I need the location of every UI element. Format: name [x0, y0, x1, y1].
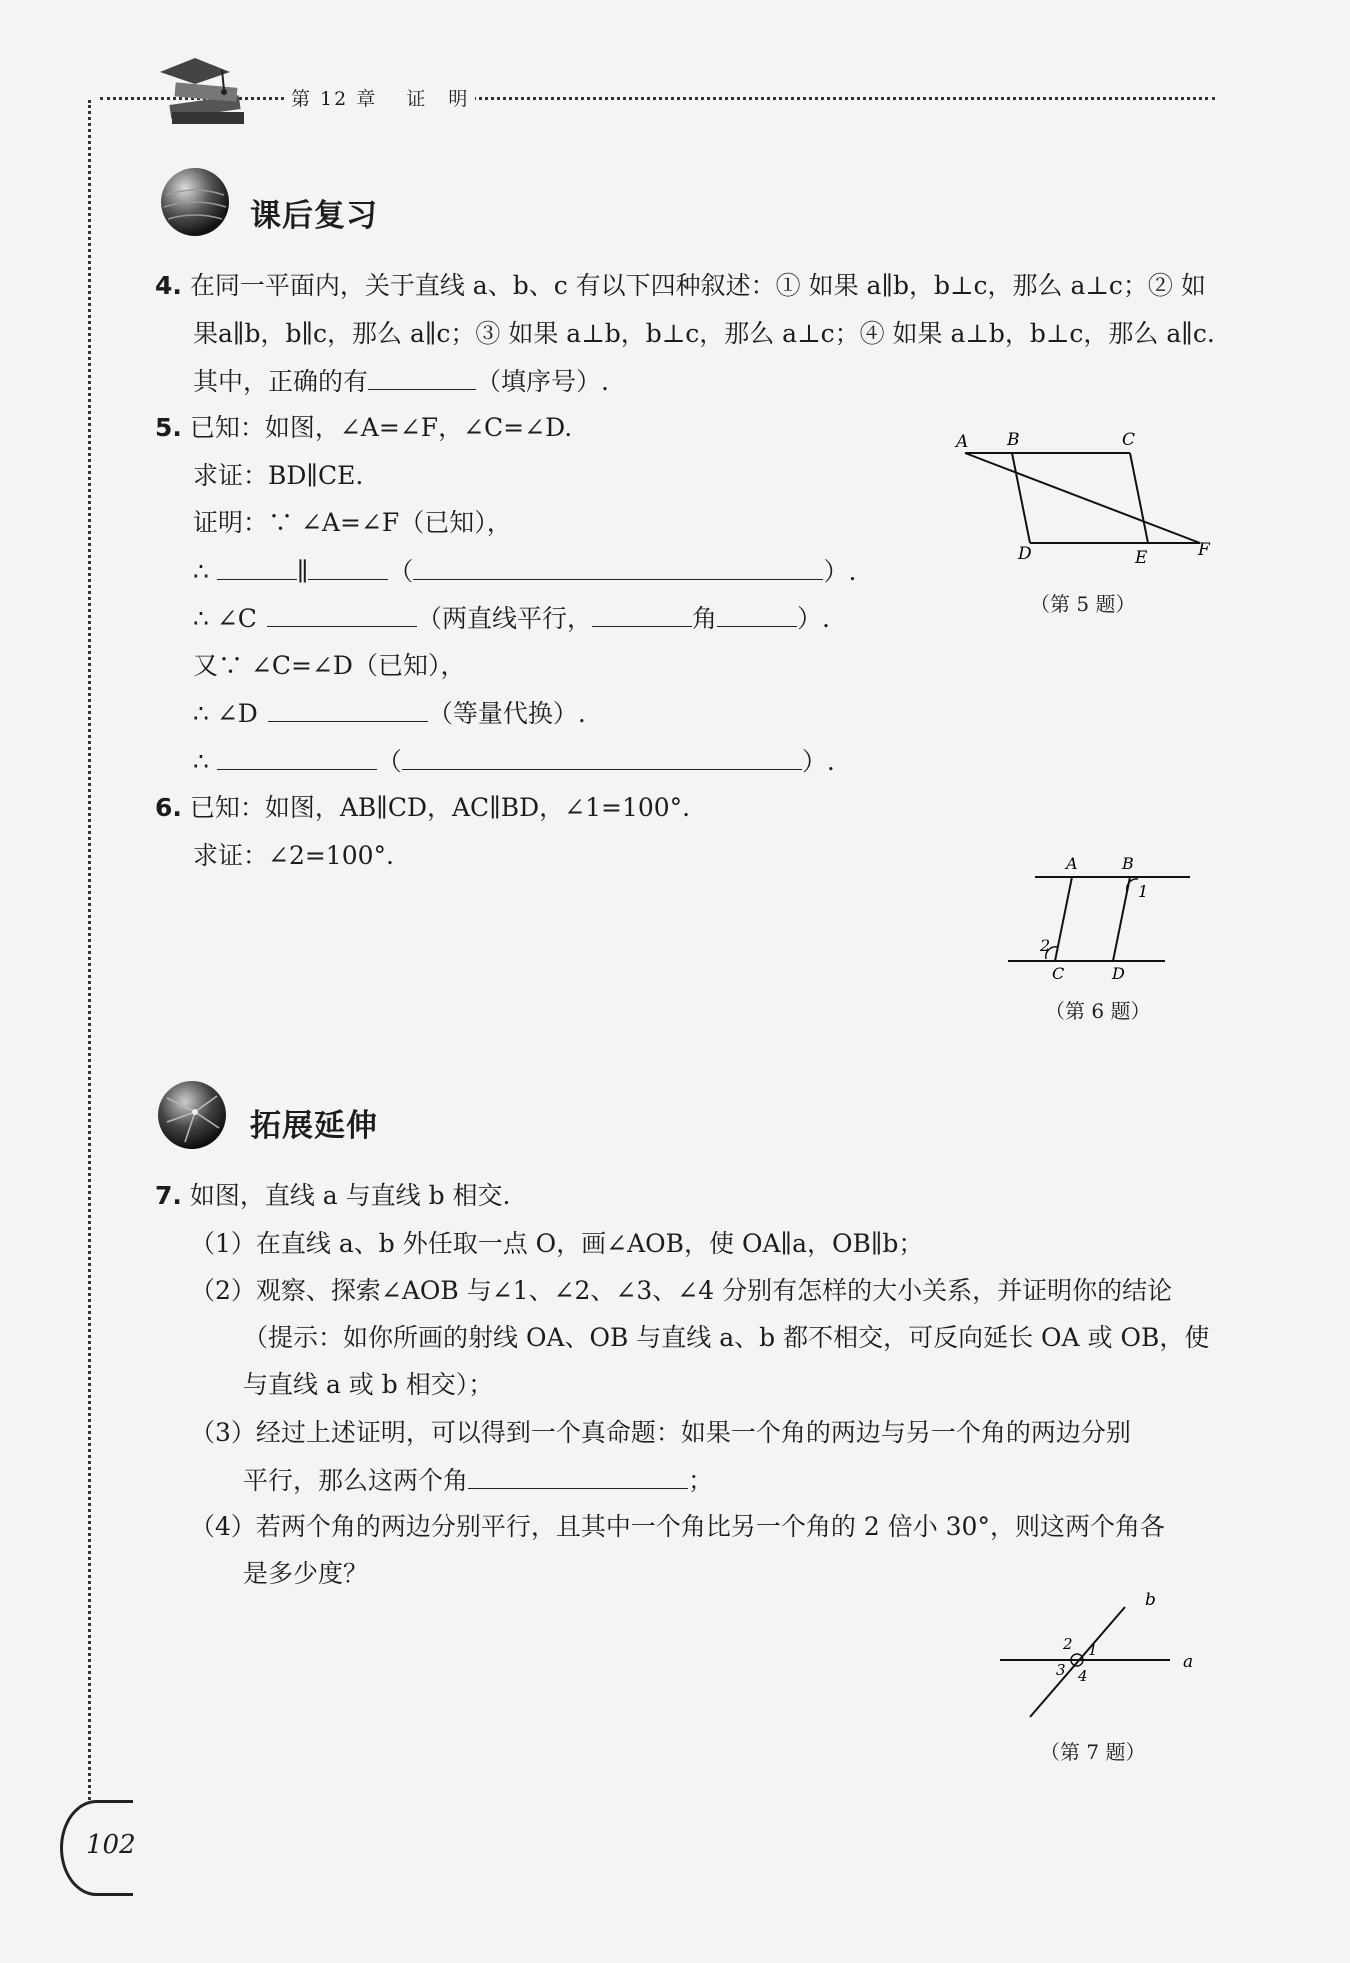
q5-label-F: F [1198, 540, 1210, 560]
q6-number: 6. [155, 793, 182, 822]
paren-open-2: （ [376, 747, 402, 776]
chapter-title: 证 明 [406, 88, 470, 110]
q5-given: 已知：如图，∠A=∠F，∠C=∠D. [189, 413, 573, 442]
q5-blank-relation2[interactable] [717, 602, 797, 627]
q7-stem: 如图，直线 a 与直线 b 相交. [189, 1181, 511, 1210]
q7-part2-line1: （2）观察、探索∠AOB 与∠1、∠2、∠3、∠4 分别有怎样的大小关系，并证明你的结论 [190, 1276, 1173, 1305]
q5-label-C: C [1122, 430, 1136, 450]
q5-step5-angle: ∴ ∠D [193, 699, 258, 728]
extend-sphere-icon [155, 1078, 230, 1153]
header-dotted-rule [100, 97, 1215, 100]
q5-label-A: A [956, 432, 969, 452]
q7-part3-text: 平行，那么这两个角 [243, 1466, 469, 1495]
q7-label-angle1: 1 [1088, 1641, 1098, 1659]
left-dotted-rule [88, 100, 91, 1800]
q4-text-line2: 果a∥b，b∥c，那么 a∥c；③ 如果 a⊥b，b⊥c，那么 a⊥c；④ 如果 a⊥b，b⊥c，那么 a∥c. [193, 319, 1215, 348]
q6-caption: （第 6 题） [1045, 999, 1151, 1023]
q5-figure [950, 425, 1230, 565]
q6-label-angle2: 2 [1040, 936, 1051, 955]
q5-number: 5. [155, 413, 182, 442]
q4-line1 [155, 270, 1206, 302]
q7-part3-line1: （3）经过上述证明，可以得到一个真命题：如果一个角的两边与另一个角的两边分别 [190, 1418, 1131, 1447]
q7-part2-line3: 与直线 a 或 b 相交）； [243, 1370, 494, 1399]
q4-number: 4. [155, 271, 182, 300]
q7-label-angle3: 3 [1056, 1661, 1066, 1679]
q4-text-line1: 在同一平面内，关于直线 a、b、c 有以下四种叙述：① 如果 a∥b，b⊥c，那么 a⊥c；② 如 [189, 271, 1206, 300]
q7-number: 7. [155, 1181, 182, 1210]
q6-label-A: A [1066, 855, 1078, 873]
q6-label-C: C [1052, 964, 1065, 983]
q5-prove: 求证：BD∥CE. [193, 461, 364, 490]
q6-prove: 求证：∠2=100°. [193, 841, 394, 870]
books-graduation-cap-icon [150, 50, 255, 135]
q5-blank-conclusion[interactable] [217, 745, 377, 770]
q5-proof-step5 [193, 697, 586, 730]
q4-text-line3b: （填序号）. [476, 367, 609, 396]
q5-blank-line1[interactable] [217, 555, 297, 580]
q5-proof-step3 [193, 602, 830, 635]
q6-given: 已知：如图，AB∥CD，AC∥BD，∠1=100°. [189, 793, 691, 822]
q5-step5-reason: （等量代换）. [427, 699, 586, 728]
section-title-review: 课后复习 [250, 198, 378, 234]
therefore-symbol: ∴ [193, 557, 209, 586]
q6-label-D: D [1112, 964, 1125, 983]
q5-proof-step2 [193, 555, 856, 588]
q7-figure [990, 1585, 1210, 1730]
parallel-symbol: ∥ [296, 557, 309, 586]
q4-text-line3a: 其中，正确的有 [193, 367, 369, 396]
q7-answer-blank[interactable] [468, 1464, 688, 1489]
q6-figure [1000, 855, 1200, 995]
paren-close: ）. [823, 557, 857, 586]
review-sphere-icon [158, 165, 233, 240]
q5-step3-close: ）. [796, 604, 830, 633]
q7-part3-line2 [243, 1464, 713, 1497]
q5-blank-reason1[interactable] [413, 555, 823, 580]
q7-label-b: b [1145, 1590, 1156, 1610]
q5-blank-relation3[interactable] [268, 697, 428, 722]
q7-part3-end: ； [688, 1466, 714, 1495]
q5-label-D: D [1018, 544, 1032, 564]
q7-part1: （1）在直线 a、b 外任取一点 O，画∠AOB，使 OA∥a，OB∥b； [190, 1229, 924, 1258]
chapter-header [285, 84, 475, 111]
q4-answer-blank[interactable] [368, 365, 476, 390]
q7-part4-line1: （4）若两个角的两边分别平行，且其中一个角比另一个角的 2 倍小 30°，则这两个角各 [190, 1512, 1165, 1541]
q5-line-given [155, 412, 572, 444]
page-number: 102 [86, 1830, 136, 1860]
q5-blank-line2[interactable] [308, 555, 388, 580]
q5-label-B: B [1007, 430, 1020, 450]
q7-label-angle2: 2 [1063, 1635, 1073, 1653]
q7-stem-line [155, 1180, 511, 1212]
paren-close-2: ）. [801, 747, 835, 776]
q5-label-E: E [1135, 548, 1148, 565]
q6-label-B: B [1122, 855, 1134, 873]
q7-caption: （第 7 题） [1040, 1740, 1146, 1764]
q4-line3 [193, 365, 609, 398]
q5-caption: （第 5 题） [1030, 592, 1136, 616]
q5-blank-relation1[interactable] [267, 602, 417, 627]
q5-step3-reason: （两直线平行， [416, 604, 592, 633]
q5-blank-reason2[interactable] [402, 745, 802, 770]
q7-part2-line2: （提示：如你所画的射线 OA、OB 与直线 a、b 都不相交，可反向延长 OA 或 OB，使 [243, 1323, 1210, 1352]
paren-open: （ [388, 557, 414, 586]
q5-step3-angle: ∴ ∠C [193, 604, 257, 633]
q6-label-angle1: 1 [1138, 882, 1149, 901]
q5-step3-jiao: 角 [691, 604, 717, 633]
q7-part4-line2: 是多少度？ [243, 1559, 369, 1588]
q5-proof-step1: 证明：∵ ∠A=∠F（已知）， [193, 508, 512, 537]
chapter-number: 第 12 章 [291, 88, 378, 110]
q7-label-angle4: 4 [1078, 1667, 1088, 1685]
therefore-symbol-2: ∴ [193, 747, 209, 776]
q7-label-a: a [1183, 1652, 1194, 1672]
section-title-extend: 拓展延伸 [250, 1108, 378, 1144]
q6-line-given [155, 792, 690, 824]
q5-proof-step6 [193, 745, 835, 778]
q5-blank-angle-type[interactable] [592, 602, 692, 627]
q5-proof-step4: 又∵ ∠C=∠D（已知）， [193, 651, 466, 680]
